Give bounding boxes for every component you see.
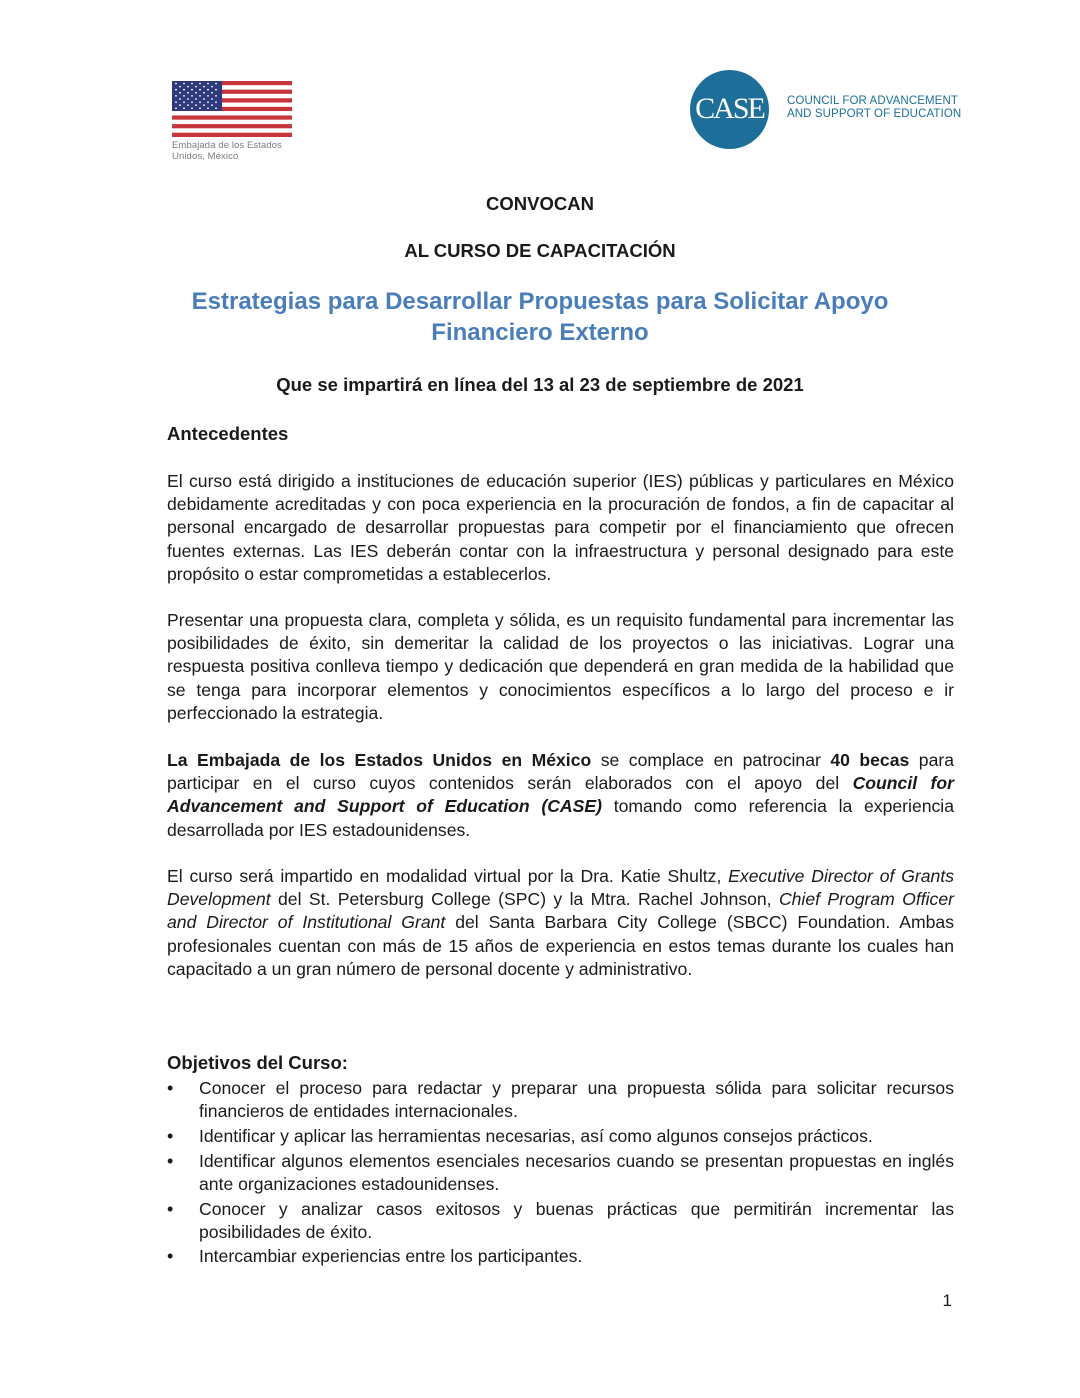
flag-star — [195, 98, 197, 100]
case-org-line1: COUNCIL FOR ADVANCEMENT — [787, 95, 958, 107]
embassy-caption-line1: Embajada de los Estados — [172, 140, 283, 151]
list-item: • Identificar algunos elementos esenciales necesarios cuando se presentan propuestas en inglés ante organizaciones estadounidenses. — [167, 1150, 954, 1196]
flag-star — [183, 107, 185, 109]
flag-star — [187, 92, 189, 94]
flag-star — [191, 89, 193, 91]
antecedentes-heading: Antecedentes — [167, 423, 289, 444]
flag-star — [199, 89, 201, 91]
flag-star — [179, 98, 181, 100]
objetivos-heading: Objetivos del Curso: — [167, 1052, 348, 1073]
flag-star — [207, 95, 209, 97]
flag-star — [203, 86, 205, 88]
p4-text-1: El curso será impartido en modalidad virtual por la Dra. Katie Shultz, — [167, 866, 729, 886]
embassy-caption — [172, 140, 297, 162]
list-item: • Conocer el proceso para redactar y preparar una propuesta sólida para solicitar recursos financieros de entidades internacionales. — [167, 1077, 954, 1123]
p3-text-2: para participar en el curso cuyos contenidos serán elaborados con el apoyo del — [167, 750, 954, 794]
flag-stripe — [172, 128, 292, 132]
flag-star — [187, 86, 189, 88]
flag-star — [175, 83, 177, 85]
case-org-name — [787, 95, 961, 121]
p3-text-1: se complace en patrocinar — [591, 750, 831, 770]
p4-text-2: del St. Petersburg College (SPC) y la Mtra. Rachel Johnson, — [270, 889, 779, 910]
flag-star — [195, 104, 197, 106]
flag-star — [199, 95, 201, 97]
flag-star — [191, 83, 193, 85]
title-line1: Estrategias para Desarrollar Propuestas para Solicitar Apoyo — [191, 288, 889, 315]
flag-star — [207, 101, 209, 103]
page-number: 1 — [942, 1291, 952, 1310]
course-dates: Que se impartirá en línea del 13 al 23 de septiembre de 2021 — [276, 374, 804, 395]
flag-star — [211, 104, 213, 106]
case-logo — [690, 70, 960, 150]
list-item: • Intercambiar experiencias entre los participantes. — [167, 1245, 954, 1268]
document-title — [150, 286, 930, 348]
flag-star — [203, 92, 205, 94]
flag-star — [215, 101, 217, 103]
antecedentes-paragraph-2: Presentar una propuesta clara, completa y sólida, es un requisito fundamental para incrementar las posibilidades de éxito, sin demeritar la calidad de los proyectos o las iniciativas. Lograr una respuesta positiva conlleva tiempo y dedicación que dependerá en gran medida de la habilidad que se tenga para incorporar elementos y conocimientos específicos a lo largo del proceso e ir perfeccionado la estrategia. — [167, 610, 954, 723]
course-heading: AL CURSO DE CAPACITACIÓN — [404, 240, 676, 261]
flag-star — [183, 83, 185, 85]
scholarship-count: 40 becas — [830, 750, 910, 770]
flag-star — [215, 89, 217, 91]
flag-star — [207, 89, 209, 91]
flag-star — [175, 107, 177, 109]
embassy-name: La Embajada de los Estados Unidos en México — [167, 750, 592, 770]
flag-star — [191, 101, 193, 103]
case-org-line2: AND SUPPORT OF EDUCATION — [787, 108, 962, 120]
flag-star — [199, 107, 201, 109]
flag-star — [175, 89, 177, 91]
list-item: • Conocer y analizar casos exitosos y buenas prácticas que permitirán incrementar las posibilidades de éxito. — [167, 1198, 954, 1244]
flag-star — [183, 95, 185, 97]
flag-star — [187, 104, 189, 106]
case-full-name: Council for Advancement and Support of Education (CASE) — [167, 773, 954, 817]
flag-star — [179, 92, 181, 94]
flag-star — [195, 92, 197, 94]
flag-star — [211, 98, 213, 100]
flag-stripe — [172, 124, 292, 128]
antecedentes-paragraph-4 — [167, 865, 954, 981]
antecedentes-paragraph-1: El curso está dirigido a instituciones de educación superior (IES) públicas y particulares en México debidamente acreditadas y con poca experiencia en la procuración de fondos, a fin de capacitar al personal encargado de desarrollar propuestas para competir por el financiamiento que ofrecen fuentes externas. Las IES deberán contar con la infraestructura y personal designado para este propósito o estar comprometidas a establecerlos. — [167, 471, 954, 584]
flag-star — [191, 95, 193, 97]
flag-stripe — [172, 120, 292, 124]
flag-star — [175, 101, 177, 103]
flag-star — [203, 98, 205, 100]
flag-star — [203, 104, 205, 106]
flag-star — [215, 83, 217, 85]
flag-star — [179, 104, 181, 106]
flag-star — [211, 92, 213, 94]
flag-star — [207, 107, 209, 109]
embassy-caption-line2: Unidos, México — [172, 151, 239, 162]
case-logo-text: CASE — [695, 92, 764, 125]
flag-star — [187, 98, 189, 100]
objetivos-list — [167, 1077, 954, 1270]
flag-star — [215, 95, 217, 97]
us-flag-icon — [172, 81, 292, 137]
johnson-title: Chief Program Officer and Director of Institutional Grant — [167, 889, 954, 933]
flag-stripe — [172, 111, 292, 115]
shultz-title: Executive Director of Grants Development — [167, 866, 955, 910]
flag-star — [199, 101, 201, 103]
p4-text-3: del Santa Barbara City College (SBCC) Foundation. Ambas profesionales cuentan con más de 15 años de experiencia en estos temas durante los cuales han capacitado a un gran número de personal docente y administrativo. — [167, 912, 954, 979]
us-embassy-logo — [172, 81, 297, 162]
flag-star — [183, 101, 185, 103]
flag-star — [183, 89, 185, 91]
flag-star — [207, 83, 209, 85]
flag-star — [175, 95, 177, 97]
antecedentes-paragraph-3 — [167, 749, 954, 842]
title-line2: Financiero Externo — [431, 319, 649, 346]
flag-star — [211, 86, 213, 88]
flag-star — [191, 107, 193, 109]
p3-text-3: tomando como referencia la experiencia desarrollada por IES estadounidenses. — [167, 796, 955, 840]
flag-stripe — [172, 115, 292, 119]
convocan-heading: CONVOCAN — [486, 193, 594, 214]
flag-star — [195, 86, 197, 88]
flag-star — [215, 107, 217, 109]
flag-star — [199, 83, 201, 85]
flag-star — [179, 86, 181, 88]
list-item: • Identificar y aplicar las herramientas necesarias, así como algunos consejos prácticos. — [167, 1125, 954, 1148]
flag-stripe — [172, 133, 292, 137]
